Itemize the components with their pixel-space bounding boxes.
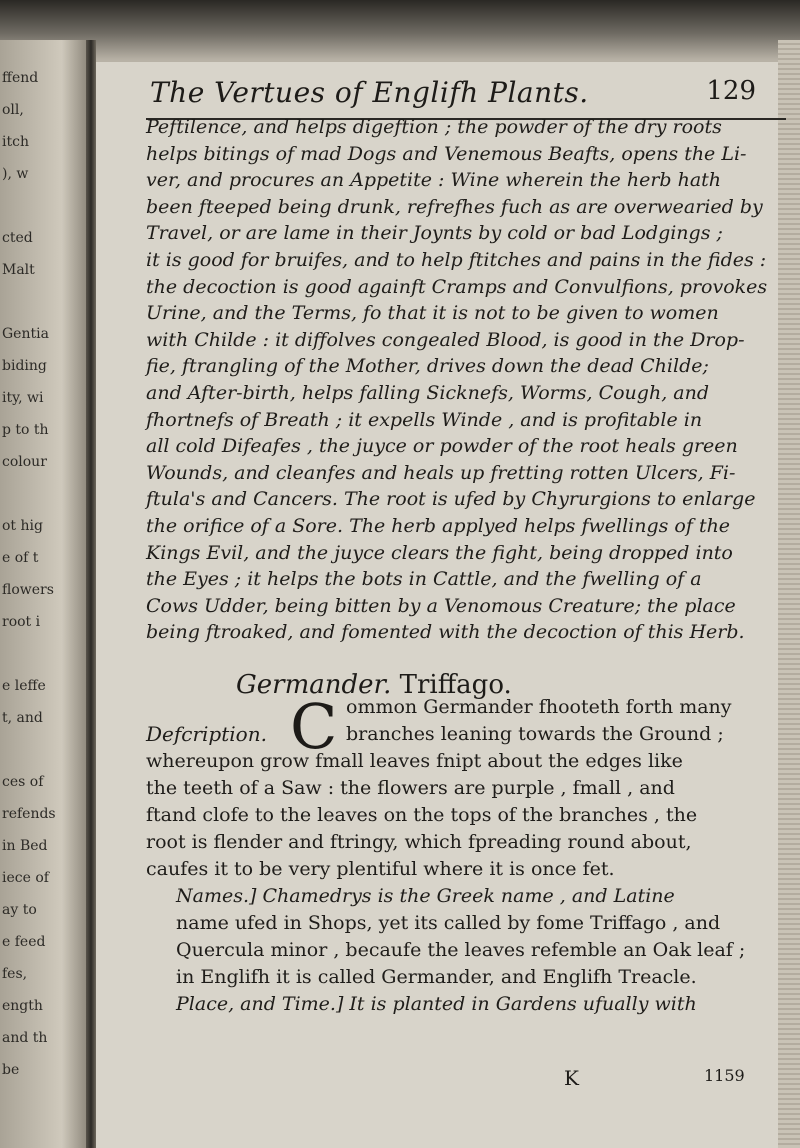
- facing-page-text: ay to: [2, 902, 37, 918]
- facing-page-text: ot hig: [2, 518, 43, 534]
- body-line: the orifice of a Sore. The herb applyed helps fwellings of the: [146, 514, 731, 537]
- facing-page-text: ), w: [2, 166, 29, 182]
- body-line: being ftroaked, and fomented with the decoction of this Herb.: [146, 621, 745, 644]
- scan-background-top: [0, 0, 800, 60]
- body-line: fhortnefs of Breath ; it expells Winde , and is profitable in: [146, 408, 703, 431]
- body-line: fie, ftrangling of the Mother, drives down the dead Childe;: [146, 355, 709, 378]
- description-label: Defcription.: [146, 722, 267, 746]
- facing-page-text: ffend: [2, 70, 39, 86]
- facing-page-text: Gentia: [2, 326, 49, 342]
- body-line: Cows Udder, being bitten by a Venomous Creature; the place: [146, 594, 736, 617]
- signature-mark: 1159: [704, 1066, 745, 1085]
- section-line: name ufed in Shops, yet its called by fome Triffago , and: [176, 912, 721, 934]
- facing-page-text: cted: [2, 230, 33, 246]
- facing-page-text: t, and: [2, 710, 43, 726]
- body-line: ver, and procures an Appetite : Wine wherein the herb hath: [146, 169, 722, 192]
- body-line: Wounds, and cleanfes and heals up fretting rotten Ulcers, Fi-: [146, 461, 736, 484]
- section-line: the teeth of a Saw : the flowers are purple , fmall , and: [146, 777, 675, 799]
- body-line: Urine, and the Terms, fo that it is not to be given to women: [146, 302, 719, 325]
- section-line: Names.] Chamedrys is the Greek name , and Latine: [176, 885, 675, 907]
- body-line: all cold Difeafes , the juyce or powder of the root heals green: [146, 435, 738, 458]
- facing-page-text: be: [2, 1062, 20, 1078]
- facing-page-text: refends: [2, 806, 56, 822]
- body-line: the decoction is good againft Cramps and Convulfions, provokes: [146, 275, 768, 298]
- body-text: [146, 114, 776, 646]
- body-line: Travel, or are lame in their Joynts by cold or bad Lodgings ;: [146, 222, 723, 245]
- section-line: ommon Germander fhooteth forth many: [346, 696, 732, 718]
- body-line: been fteeped being drunk, refrefhes fuch as are overwearied by: [146, 195, 763, 218]
- running-title: The Vertues of Englifh Plants.: [150, 76, 589, 109]
- facing-page-text: itch: [2, 134, 29, 150]
- facing-page-text: ity, wi: [2, 390, 44, 406]
- section-line: in Englifh it is called Germander, and Englifh Treacle.: [176, 966, 697, 988]
- body-line: Peftilence, and helps digeftion ; the powder of the dry roots: [146, 116, 722, 138]
- page-number: 129: [706, 76, 756, 106]
- catchword: K: [564, 1066, 579, 1090]
- facing-page-text: Malt: [2, 262, 35, 278]
- section-line: Quercula minor , becaufe the leaves refemble an Oak leaf ;: [176, 939, 746, 961]
- body-line: and After-birth, helps falling Sicknefs, Worms, Cough, and: [146, 381, 709, 404]
- section-line: ftand clofe to the leaves on the tops of the branches , the: [146, 804, 698, 826]
- facing-page-text: e leffe: [2, 678, 46, 694]
- section-line: branches leaning towards the Ground ;: [346, 723, 724, 745]
- body-line: helps bitings of mad Dogs and Venemous Beafts, opens the Li-: [146, 142, 747, 165]
- facing-page-text: flowers: [2, 582, 54, 598]
- drop-cap: C: [290, 690, 338, 763]
- book-page: [96, 62, 778, 1148]
- body-line: ftula's and Cancers. The root is ufed by Chyrurgions to enlarge: [146, 488, 756, 511]
- facing-page-text: ength: [2, 998, 43, 1014]
- facing-page-text: oll,: [2, 102, 24, 118]
- page-edges: [778, 40, 800, 1148]
- body-line: Kings Evil, and the juyce clears the fight, being dropped into: [146, 541, 733, 564]
- page-header: [126, 76, 766, 116]
- facing-page-text: in Bed: [2, 838, 48, 854]
- facing-page-text: ces of: [2, 774, 44, 790]
- facing-page-text: biding: [2, 358, 47, 374]
- section-line: root is flender and ftringy, which fpreading round about,: [146, 831, 692, 853]
- section-heading-roman: Triffago.: [399, 670, 512, 700]
- body-line: the Eyes ; it helps the bots in Cattle, and the fwelling of a: [146, 568, 702, 591]
- body-line: with Childe : it diffolves congealed Blood, is good in the Drop-: [146, 328, 745, 351]
- facing-page-text: e of t: [2, 550, 39, 566]
- facing-page-fragment: [0, 40, 88, 1148]
- section-line: caufes it to be very plentiful where it is once fet.: [146, 858, 615, 880]
- section-heading-italic: Germander.: [236, 670, 392, 700]
- facing-page-text: p to th: [2, 422, 49, 438]
- section-line: whereupon grow fmall leaves fnipt about the edges like: [146, 750, 683, 772]
- facing-page-text: root i: [2, 614, 41, 630]
- facing-page-text: e feed: [2, 934, 46, 950]
- facing-page-text: iece of: [2, 870, 49, 886]
- facing-page-text: fes,: [2, 966, 28, 982]
- section-line: Place, and Time.] It is planted in Gardens ufually with: [176, 993, 697, 1015]
- facing-page-text: colour: [2, 454, 47, 470]
- body-line: it is good for bruifes, and to help ftitches and pains in the fides :: [146, 248, 767, 271]
- facing-page-text: and th: [2, 1030, 48, 1046]
- book-gutter: [86, 40, 96, 1148]
